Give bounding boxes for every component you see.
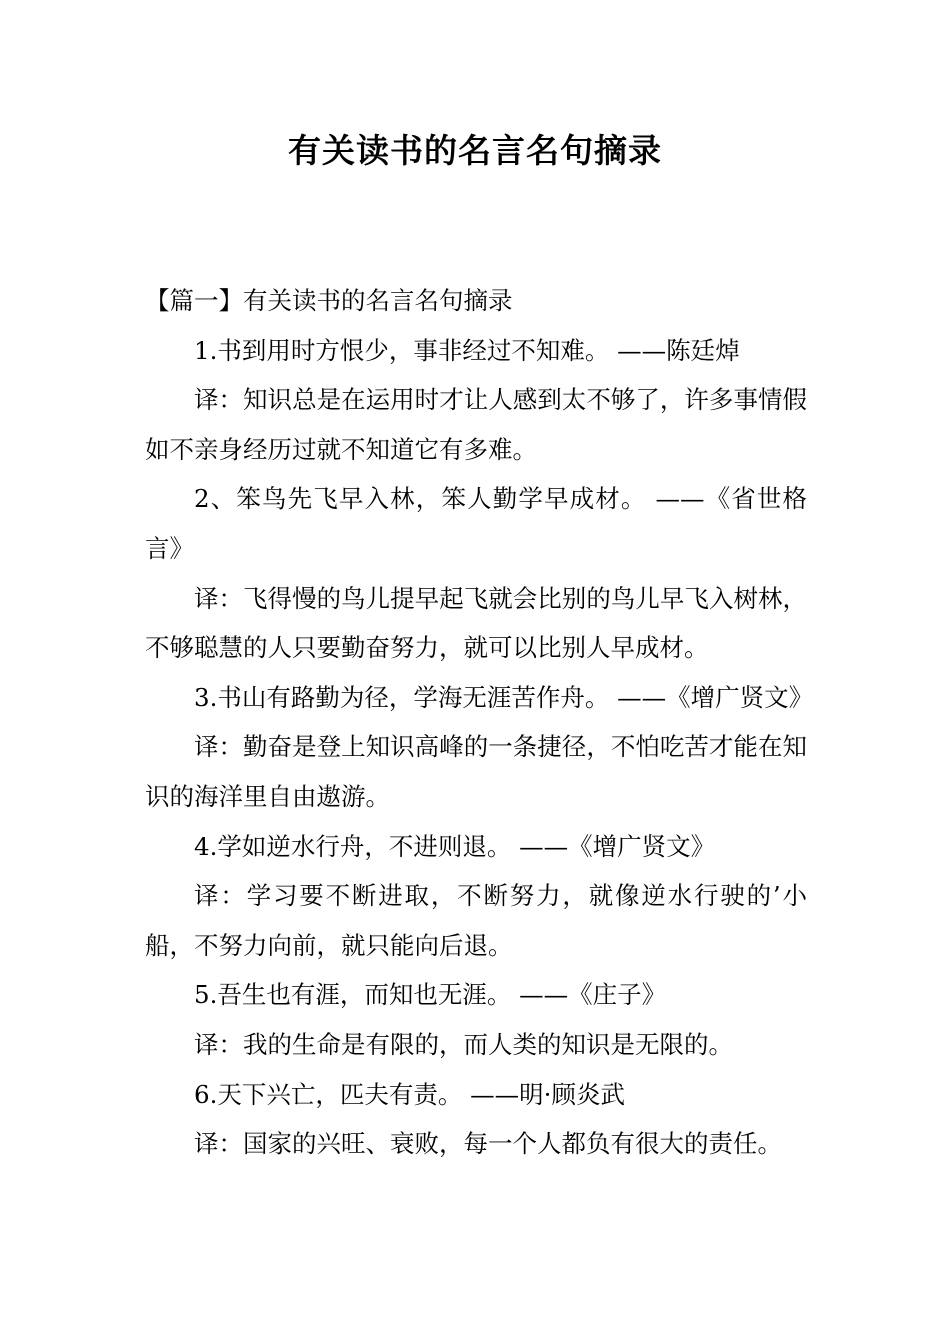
translation-paragraph: 译：勤奋是登上知识高峰的一条捷径，不怕吃苦才能在知识的海洋里自由遨游。	[145, 732, 807, 811]
quote-paragraph: 1.书到用时方恨少，事非经过不知难。 ——陈廷焯	[194, 335, 740, 365]
translation-paragraph: 译：我的生命是有限的，而人类的知识是无限的。	[194, 1029, 733, 1059]
translation-paragraph: 译：知识总是在运用时才让人感到太不够了，许多事情假如不亲身经历过就不知道它有多难。	[145, 385, 807, 464]
translation-paragraph: 译：学习要不断进取，不断努力，就像逆水行驶的’小船，不努力向前，就只能向后退。	[145, 881, 807, 960]
document-title: 有关读书的名言名句摘录	[288, 131, 662, 170]
quote-paragraph: 3.书山有路勤为径，学海无涯苦作舟。 ——《增广贤文》	[194, 682, 814, 712]
quote-paragraph: 4.学如逆水行舟，不进则退。 ——《增广贤文》	[194, 831, 716, 861]
translation-paragraph: 译：飞得慢的鸟儿提早起飞就会比别的鸟儿早飞入树林，不够聪慧的人只要勤奋努力，就可以比别人早成材。	[145, 583, 807, 663]
quote-paragraph: 6.天下兴亡，匹夫有责。 ——明·顾炎武	[194, 1079, 625, 1109]
quote-paragraph: 5.吾生也有涯，而知也无涯。 ——《庄子》	[194, 980, 667, 1010]
document-body	[145, 276, 814, 1169]
section-heading: 【篇一】有关读书的名言名句摘录	[145, 286, 513, 315]
quote-paragraph: 2、笨鸟先飞早入林，笨人勤学早成材。 ——《省世格言》	[145, 484, 807, 563]
translation-paragraph: 译：国家的兴旺、衰败，每一个人都负有很大的责任。	[194, 1129, 782, 1159]
